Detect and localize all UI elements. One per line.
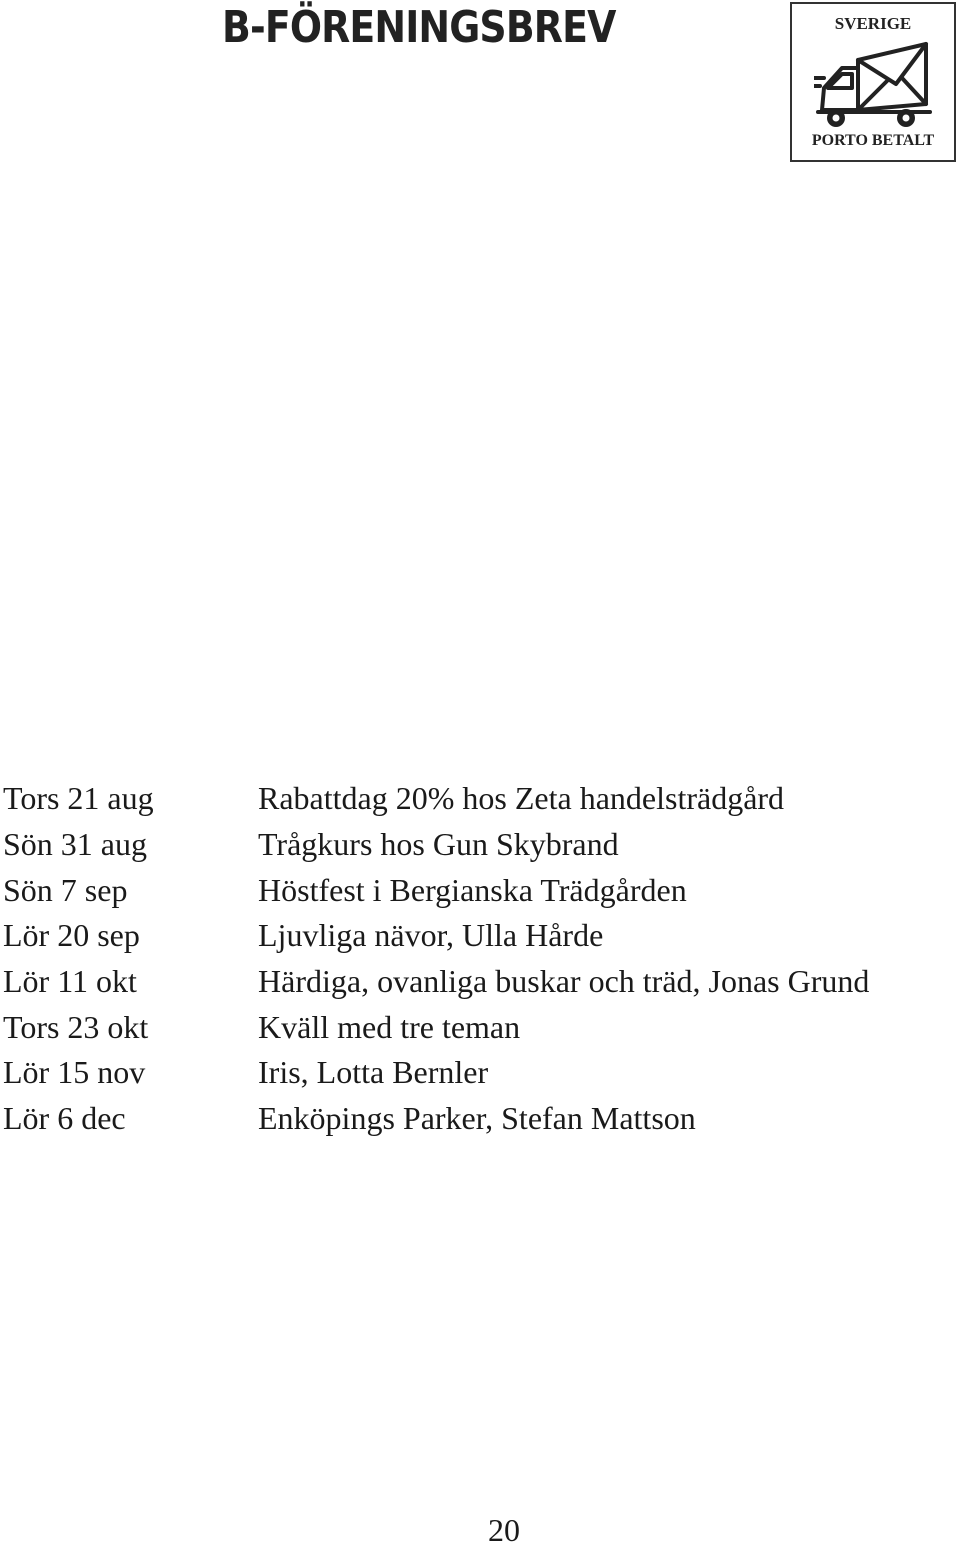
event-date: Tors 21 aug bbox=[3, 780, 154, 817]
schedule-row bbox=[3, 822, 953, 868]
event-date: Lör 15 nov bbox=[3, 1054, 146, 1091]
event-schedule bbox=[3, 776, 953, 1142]
event-title: Höstfest i Bergianska Trädgården bbox=[258, 871, 687, 908]
event-date: Lör 20 sep bbox=[3, 917, 140, 954]
event-title: Rabattdag 20% hos Zeta handelsträdgård bbox=[258, 780, 785, 817]
header-title: B-FÖRENINGSBREV bbox=[222, 2, 616, 53]
event-title: Enköpings Parker, Stefan Mattson bbox=[258, 1100, 696, 1137]
event-date: Lör 6 dec bbox=[3, 1100, 126, 1137]
event-title: Kväll med tre teman bbox=[258, 1008, 521, 1045]
schedule-row bbox=[3, 867, 953, 913]
schedule-row bbox=[3, 913, 953, 959]
event-title: Härdiga, ovanliga buskar och träd, Jonas Grund bbox=[258, 963, 870, 1000]
schedule-row bbox=[3, 1096, 953, 1142]
event-date: Sön 7 sep bbox=[3, 871, 128, 908]
postal-truck-envelope-icon bbox=[814, 38, 934, 130]
postage-stamp bbox=[790, 2, 956, 162]
page-number: 20 bbox=[488, 1512, 520, 1548]
event-title: Iris, Lotta Bernler bbox=[258, 1054, 489, 1091]
schedule-row bbox=[3, 959, 953, 1005]
schedule-row bbox=[3, 1050, 953, 1096]
schedule-row bbox=[3, 776, 953, 822]
event-title: Ljuvliga nävor, Ulla Hårde bbox=[258, 917, 604, 954]
stamp-postage-paid-label: PORTO BETALT bbox=[811, 132, 935, 149]
event-date: Tors 23 okt bbox=[3, 1008, 149, 1045]
schedule-row bbox=[3, 1004, 953, 1050]
stamp-country-label: SVERIGE bbox=[834, 14, 912, 33]
event-title: Trågkurs hos Gun Skybrand bbox=[258, 826, 619, 863]
event-date: Sön 31 aug bbox=[3, 826, 147, 863]
event-date: Lör 11 okt bbox=[3, 963, 137, 1000]
